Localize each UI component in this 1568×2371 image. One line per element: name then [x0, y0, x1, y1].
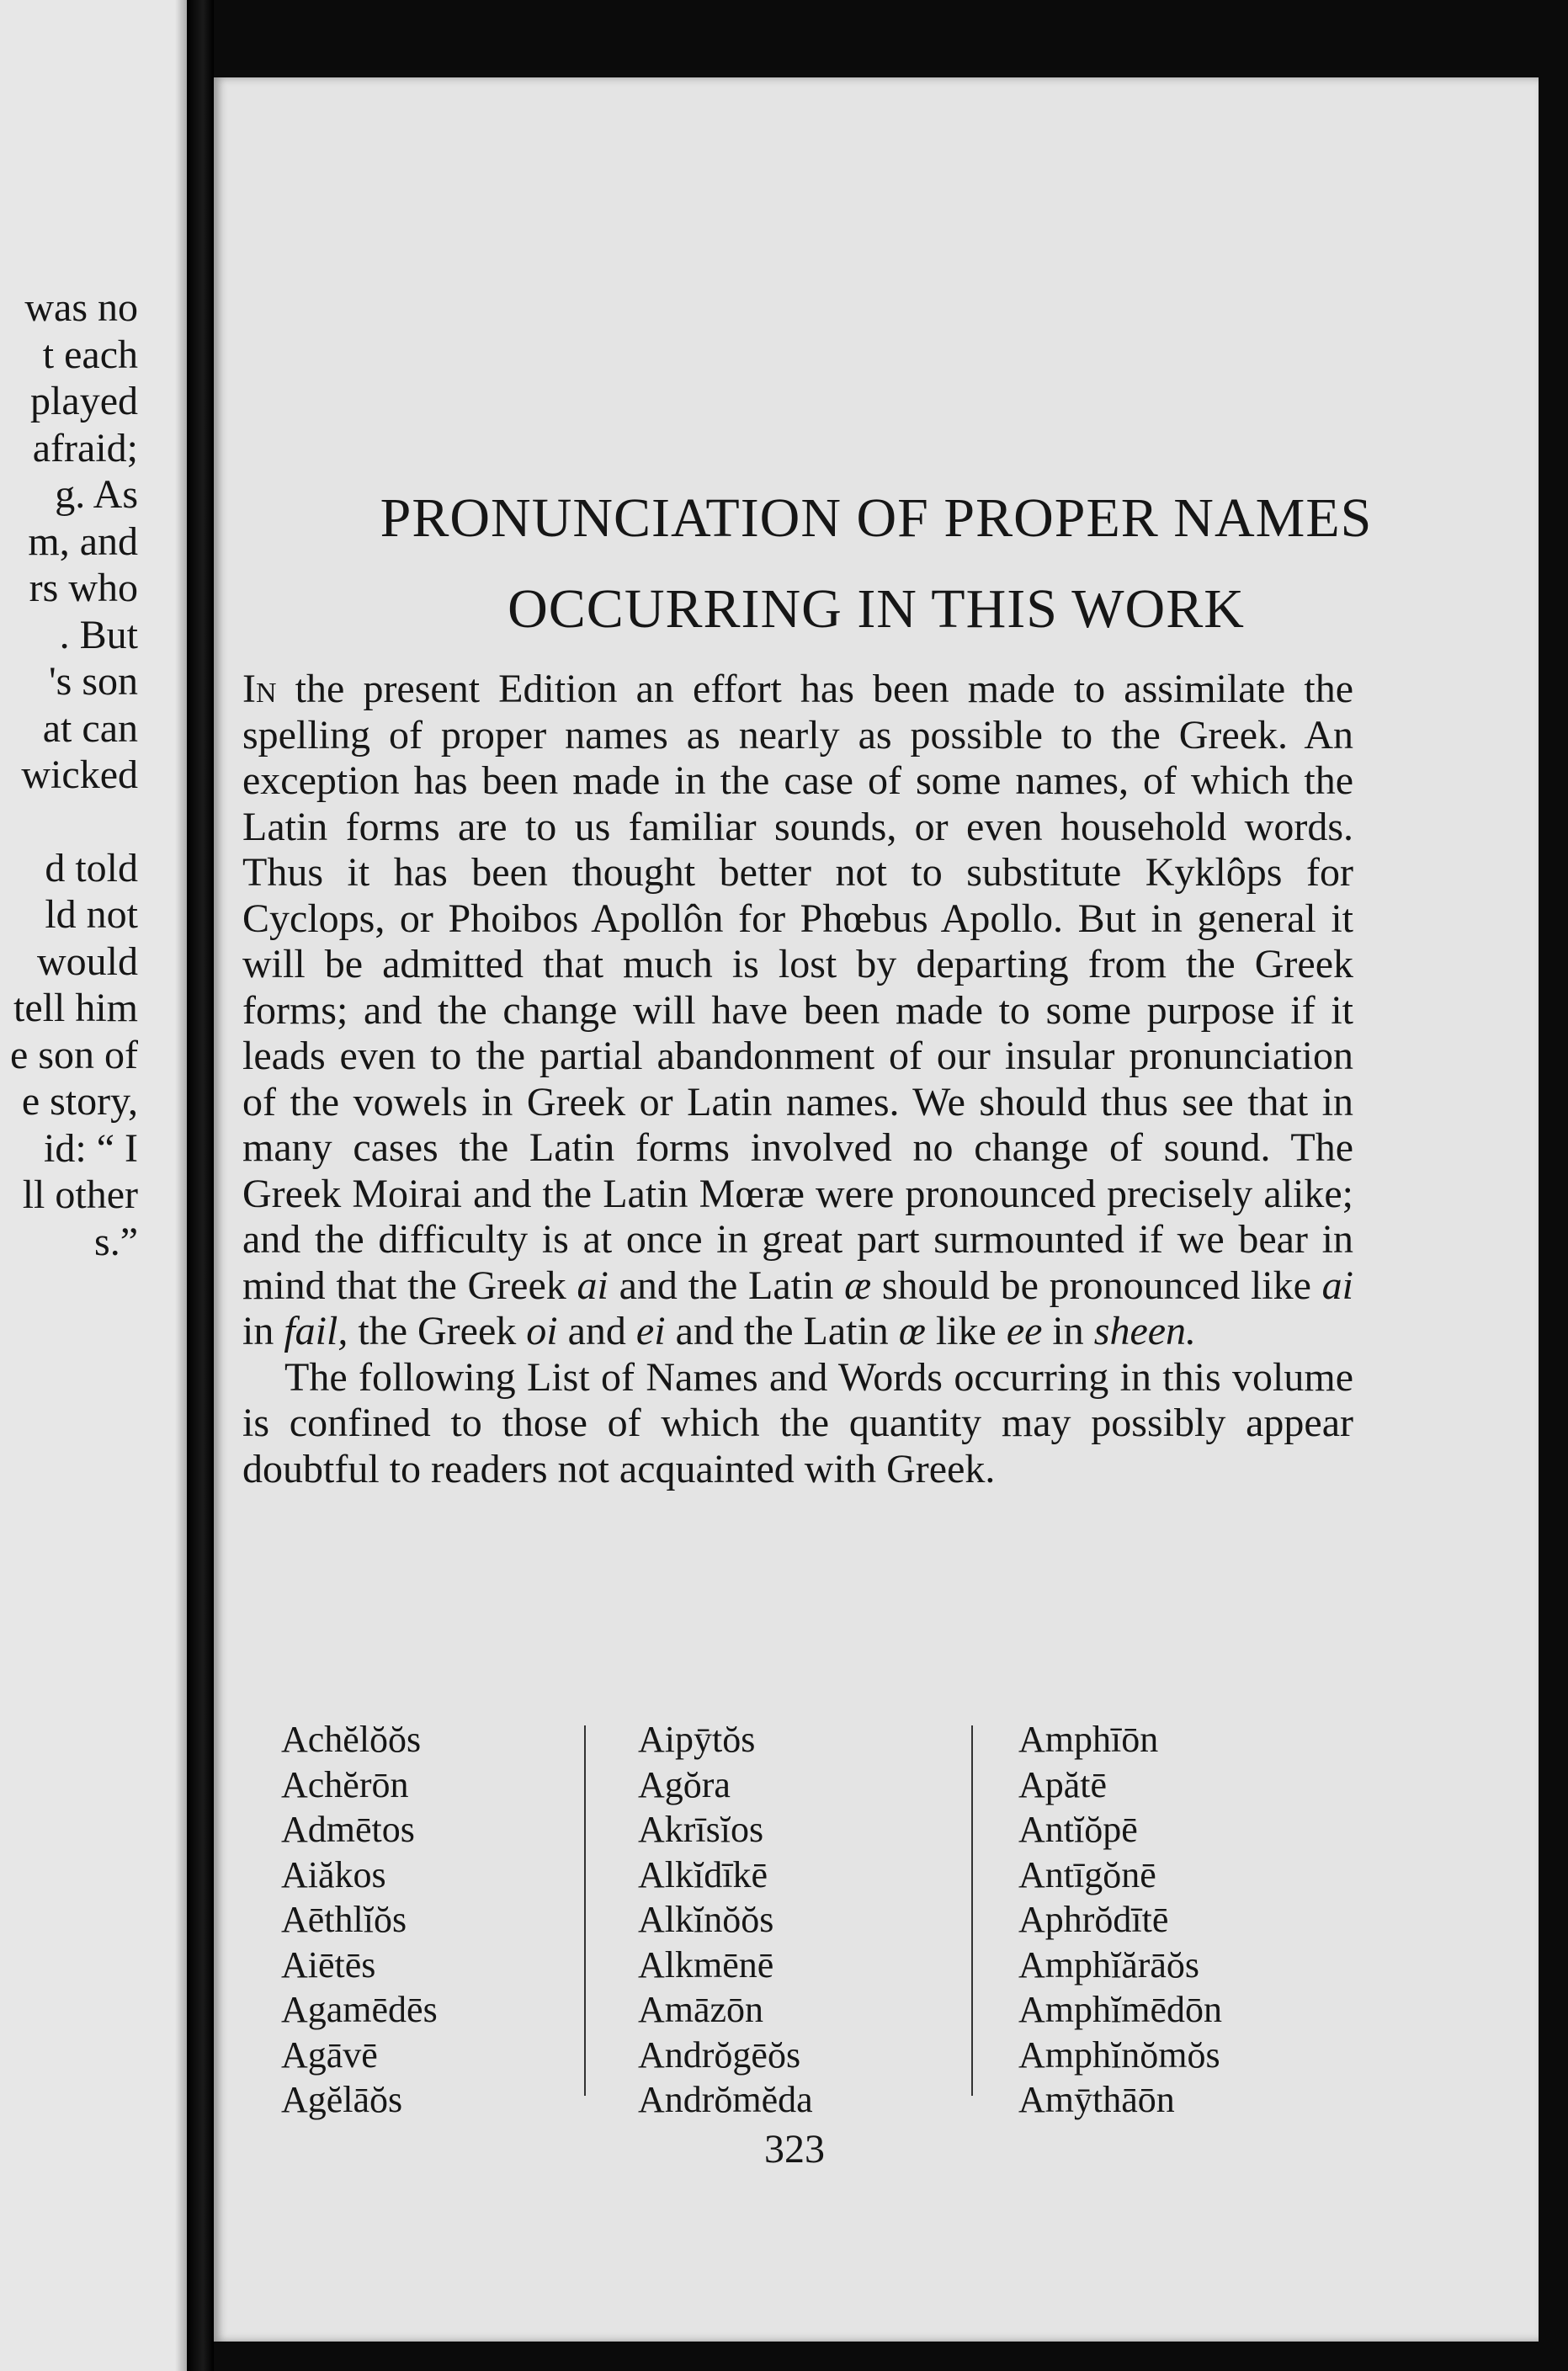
- left-line: s.”: [94, 1219, 138, 1264]
- name-entry: Achĕrōn: [281, 1763, 409, 1805]
- name-entry: Aiētēs: [281, 1943, 376, 1986]
- italic-ae: æ: [844, 1263, 872, 1308]
- book-gutter: [187, 0, 214, 2371]
- name-entry: Amphīōn: [1018, 1719, 1159, 1760]
- left-line: e son of: [10, 1032, 138, 1077]
- left-line: tell him: [13, 986, 138, 1030]
- paragraph-text: the Greek: [348, 1309, 527, 1353]
- left-line: afraid;: [32, 425, 138, 470]
- name-entry: Andrŏgēŏs: [638, 2033, 801, 2076]
- left-line: played: [30, 379, 138, 423]
- italic-fail: fail,: [284, 1309, 348, 1353]
- paragraph-text: and: [557, 1309, 636, 1353]
- small-caps-lead: In: [242, 667, 277, 711]
- right-page: [214, 77, 1539, 2342]
- name-entry: Aiăkos: [281, 1853, 386, 1895]
- left-line: d told: [45, 845, 138, 890]
- name-entry: Andrŏmĕda: [638, 2079, 813, 2120]
- name-entry: Akrīsĭos: [638, 1809, 764, 1850]
- left-line: was no: [24, 285, 138, 330]
- left-line: id: “ I: [44, 1125, 138, 1171]
- title-line-1: PRONUNCIATION OF PROPER NAMES: [380, 487, 1373, 549]
- name-entry: Agĕlāŏs: [281, 2079, 403, 2120]
- name-entry: Agamēdēs: [281, 1989, 438, 2030]
- paragraph-intro: [242, 667, 1353, 1355]
- body-text: [242, 667, 1353, 1492]
- left-line: 's son: [48, 659, 138, 704]
- paragraph-text: in: [1042, 1309, 1094, 1353]
- paragraph-list-intro: The following List of Names and Words occurring in this volume is confined to those of which the quantity may possibly appear doubtful to readers not acquainted with Greek.: [242, 1354, 1353, 1491]
- left-page-fragment: [0, 0, 187, 2371]
- name-entry: Alkmēnē: [638, 1943, 774, 1986]
- names-column-2: [638, 1717, 813, 2120]
- italic-ai: ai: [577, 1263, 609, 1308]
- name-entry: Agŏra: [638, 1763, 731, 1805]
- name-entry: Antīgŏnē: [1018, 1853, 1156, 1895]
- left-line: m, and: [28, 518, 138, 564]
- page-title: [247, 473, 1505, 655]
- name-entry: Achĕlŏŏs: [281, 1719, 422, 1760]
- left-page-text: [0, 284, 138, 1265]
- italic-ai: ai: [1321, 1263, 1354, 1308]
- paragraph-text: should be pronounced like: [871, 1263, 1322, 1308]
- paragraph-text: and the Latin: [665, 1309, 899, 1353]
- left-line: ll other: [22, 1172, 138, 1217]
- name-entry: Aphrŏdītē: [1018, 1899, 1169, 1940]
- left-line: would: [37, 938, 138, 984]
- left-line: wicked: [21, 752, 138, 797]
- paragraph-text: like: [925, 1309, 1007, 1353]
- name-entry: Apătē: [1018, 1763, 1108, 1805]
- italic-oe: œ: [898, 1309, 926, 1353]
- name-entry: Alkĭnŏŏs: [638, 1899, 774, 1940]
- name-entry: Alkĭdīkē: [638, 1853, 768, 1895]
- italic-ee: ee: [1006, 1309, 1043, 1353]
- name-entry: Antĭŏpē: [1018, 1809, 1138, 1850]
- paragraph-gap: [0, 799, 138, 845]
- name-entry: Amāzōn: [638, 1989, 764, 2030]
- left-line: rs who: [29, 566, 138, 610]
- left-line: g. As: [55, 472, 138, 517]
- left-line: e story,: [21, 1079, 138, 1124]
- column-divider: [584, 1725, 586, 2096]
- paragraph-text: the present Edition an effort has been made to assimilate the spelling of proper names as nearly as possible to the Greek. An exception has been made in the case of some names, of which the Latin forms are to us familiar sounds, or even household words. Thus it has been thought better not to substitute Kyklôps for Cyclops, or Phoibos Apollôn for Phœbus Apollo. But in general it will be admitted that much is lost by departing from the Greek forms; and the change will have been made to some purpose if it leads even to the partial abandonment of our insular pronunciation of the vowels in Greek or Latin names. We should thus see that in many cases the Latin forms involved no change of sound. The Greek Moirai and the Latin Mœræ were pronounced precisely alike; and the difficulty is at once in great part surmounted if we bear in mind that the Greek: [242, 667, 1353, 1308]
- italic-ei: ei: [635, 1309, 666, 1353]
- name-entry: Amphĭnŏmŏs: [1018, 2033, 1220, 2076]
- name-entry: Amȳthāōn: [1018, 2079, 1175, 2120]
- left-line: at can: [42, 705, 138, 751]
- title-line-2: OCCURRING IN THIS WORK: [508, 578, 1245, 640]
- italic-oi: oi: [526, 1309, 558, 1353]
- paragraph-text: and the Latin: [608, 1263, 845, 1308]
- column-divider: [971, 1725, 973, 2096]
- italic-sheen: sheen.: [1093, 1309, 1197, 1353]
- left-line: . But: [59, 612, 138, 657]
- names-column-1: [281, 1717, 438, 2120]
- name-entry: Aipȳtŏs: [638, 1719, 756, 1760]
- left-line: t each: [42, 332, 138, 377]
- names-column-3: [1018, 1717, 1222, 2120]
- name-entry: Admētos: [281, 1809, 415, 1850]
- paragraph-text: in: [242, 1309, 284, 1353]
- page-shadow: [175, 0, 187, 2371]
- name-entry: Agāvē: [281, 2033, 378, 2076]
- left-line: ld not: [45, 892, 138, 937]
- names-list: [281, 1717, 1426, 2120]
- name-entry: Amphĭărāŏs: [1018, 1943, 1200, 1986]
- page-number: 323: [764, 2127, 825, 2172]
- name-entry: Amphĭmēdōn: [1018, 1989, 1222, 2030]
- name-entry: Aēthlĭŏs: [281, 1899, 407, 1940]
